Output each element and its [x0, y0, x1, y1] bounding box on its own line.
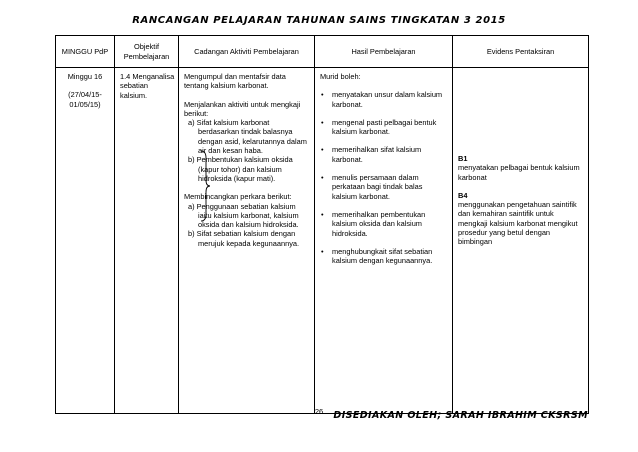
header-evidence: Evidens Pentaksiran: [453, 36, 589, 68]
list-item: • memerihalkan sifat kalsium karbonat.: [321, 145, 422, 164]
activities-cell: [179, 68, 315, 414]
list-item: • menulis persamaan dalam perkataan bagi tindak balas kalsium karbonat.: [321, 173, 423, 201]
week-label: Minggu 16: [67, 72, 103, 81]
evidence-text-b1: menyatakan pelbagai bentuk kalsium karbonat: [458, 163, 580, 182]
table-header-row: [56, 36, 589, 68]
activity-item-b: b) Pembentukan kalsium oksida (kapur tohor) dan kalsium hidroksida (kapur mati).: [188, 155, 293, 183]
evidence-text-b4: menggunakan pengetahuan saintifik dan kemahiran saintifik untuk mengkaji kalsium karbonat mengikut prosedur yang betul dengan bimbingan: [458, 200, 578, 247]
list-item: • menghubungkait sifat sebatian kalsium dengan kegunaannya.: [321, 246, 433, 266]
outcomes-intro: Murid boleh:: [320, 72, 361, 81]
table-row: [56, 68, 589, 414]
list-item: • mengenal pasti pelbagai bentuk kalsium karbonat.: [321, 117, 437, 137]
outcomes-list: [320, 90, 448, 265]
activity-p1: Mengumpul dan mentafsir data tentang kalsium karbonat.: [184, 72, 286, 91]
header-objective: Objektif Pembelajaran: [115, 36, 179, 68]
activity-item-d: b) Sifat sebatian kalsium dengan merujuk kepada kegunaannya.: [188, 229, 300, 248]
header-activities: Cadangan Aktiviti Pembelajaran: [179, 36, 315, 68]
activity-item-c: a) Penggunaan sebatian kalsium iaitu kalsium karbonat, kalsium oksida dan kalsium hidroksida.: [188, 201, 299, 230]
objective-cell: [115, 68, 179, 414]
week-cell: [56, 68, 115, 414]
week-dates: (27/04/15-01/05/15): [68, 90, 102, 109]
footer-credit: DISEDIAKAN OLEH; SARAH IBRAHIM CKSRSM: [333, 410, 588, 421]
header-week: MINGGU PdP: [56, 36, 115, 68]
header-outcomes: Hasil Pembelajaran: [315, 36, 453, 68]
page-number: 26: [314, 407, 324, 416]
activity-p3: Membincangkan perkara berikut:: [184, 192, 292, 202]
evidence-cell: [453, 68, 589, 414]
evidence-code-b4: B4: [458, 190, 468, 200]
evidence-code-b1: B1: [458, 154, 468, 163]
curly-brace-icon: [199, 150, 211, 222]
activity-item-a: a) Sifat kalsium karbonat berdasarkan tindak balasnya dengan asid, kelarutannya dalam air dan kesan haba.: [188, 118, 307, 156]
list-item: • memerihalkan pembentukan kalsium oksida dan kalsium hidroksida.: [321, 209, 426, 238]
lesson-plan-table: [55, 35, 589, 414]
document-title: RANCANGAN PELAJARAN TAHUNAN SAINS TINGKATAN 3 2015: [132, 15, 506, 26]
objective-text: 1.4 Menganalisa sebatian kalsium.: [120, 72, 175, 100]
list-item: • menyatakan unsur dalam kalsium karbonat.: [321, 90, 443, 109]
activity-p2: Menjalankan aktiviti untuk mengkaji berikut:: [184, 99, 301, 118]
outcomes-cell: [315, 68, 453, 414]
